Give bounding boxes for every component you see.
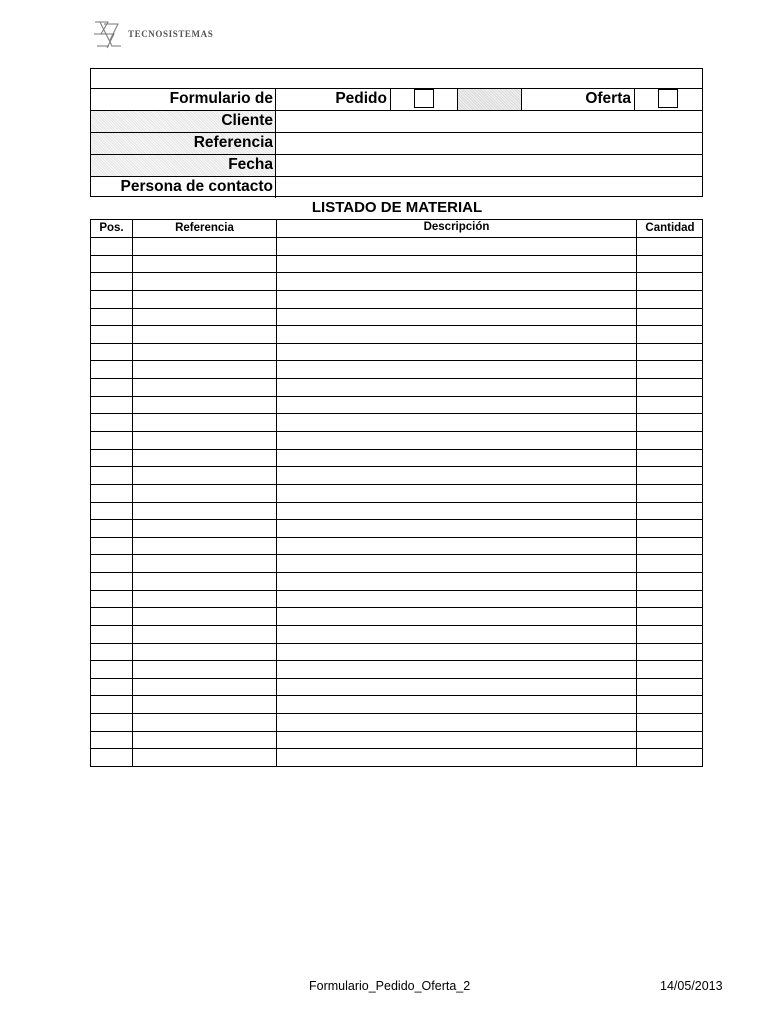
cliente-field[interactable] bbox=[276, 111, 702, 132]
table-row[interactable] bbox=[91, 626, 702, 643]
persona-de-contacto-label: Persona de contacto bbox=[120, 178, 273, 195]
table-row[interactable] bbox=[91, 679, 702, 696]
referencia-column-header: Referencia bbox=[175, 222, 234, 234]
cliente-label: Cliente bbox=[221, 112, 273, 129]
table-row[interactable] bbox=[91, 432, 702, 449]
referencia-field[interactable] bbox=[276, 133, 702, 154]
material-table bbox=[90, 219, 703, 767]
table-row[interactable] bbox=[91, 379, 702, 396]
footer-filename: Formulario_Pedido_Oferta_2 bbox=[309, 979, 471, 993]
oferta-label: Oferta bbox=[585, 90, 631, 107]
table-row[interactable] bbox=[91, 644, 702, 661]
table-row[interactable] bbox=[91, 696, 702, 713]
persona-de-contacto-field[interactable] bbox=[276, 177, 702, 198]
descripcion-column-header: Descripción bbox=[423, 221, 490, 233]
table-row[interactable] bbox=[91, 591, 702, 608]
table-row[interactable] bbox=[91, 555, 702, 572]
table-row[interactable] bbox=[91, 414, 702, 431]
table-row[interactable] bbox=[91, 503, 702, 520]
table-row[interactable] bbox=[91, 520, 702, 537]
table-row[interactable] bbox=[91, 661, 702, 678]
table-row[interactable] bbox=[91, 309, 702, 326]
listado-title: LISTADO DE MATERIAL bbox=[311, 199, 483, 216]
fecha-field[interactable] bbox=[276, 155, 702, 176]
table-row[interactable] bbox=[91, 608, 702, 625]
table-row[interactable] bbox=[91, 485, 702, 502]
table-row[interactable] bbox=[91, 397, 702, 414]
table-row[interactable] bbox=[91, 256, 702, 273]
table-row[interactable] bbox=[91, 361, 702, 378]
table-row[interactable] bbox=[91, 450, 702, 467]
table-row[interactable] bbox=[91, 238, 702, 255]
oferta-checkbox[interactable] bbox=[658, 89, 678, 108]
table-row[interactable] bbox=[91, 573, 702, 590]
order-form-header bbox=[90, 68, 703, 197]
pos-column-header: Pos. bbox=[99, 222, 124, 234]
table-row[interactable] bbox=[91, 344, 702, 361]
table-row[interactable] bbox=[91, 291, 702, 308]
table-row[interactable] bbox=[91, 732, 702, 749]
table-row[interactable] bbox=[91, 467, 702, 484]
pedido-label: Pedido bbox=[335, 90, 387, 107]
formulario-de-label: Formulario de bbox=[169, 90, 273, 107]
table-row[interactable] bbox=[91, 538, 702, 555]
table-row[interactable] bbox=[91, 749, 702, 766]
tecnosistemas-logo-icon bbox=[92, 18, 124, 52]
table-row[interactable] bbox=[91, 326, 702, 343]
table-row[interactable] bbox=[91, 714, 702, 731]
table-row[interactable] bbox=[91, 273, 702, 290]
pedido-checkbox[interactable] bbox=[414, 89, 434, 108]
referencia-label: Referencia bbox=[193, 134, 273, 151]
logo-text: TECNOSISTEMAS bbox=[128, 29, 214, 39]
cantidad-column-header: Cantidad bbox=[645, 222, 695, 234]
company-logo bbox=[92, 18, 252, 52]
fecha-label: Fecha bbox=[228, 156, 273, 173]
footer-date: 14/05/2013 bbox=[660, 979, 723, 993]
